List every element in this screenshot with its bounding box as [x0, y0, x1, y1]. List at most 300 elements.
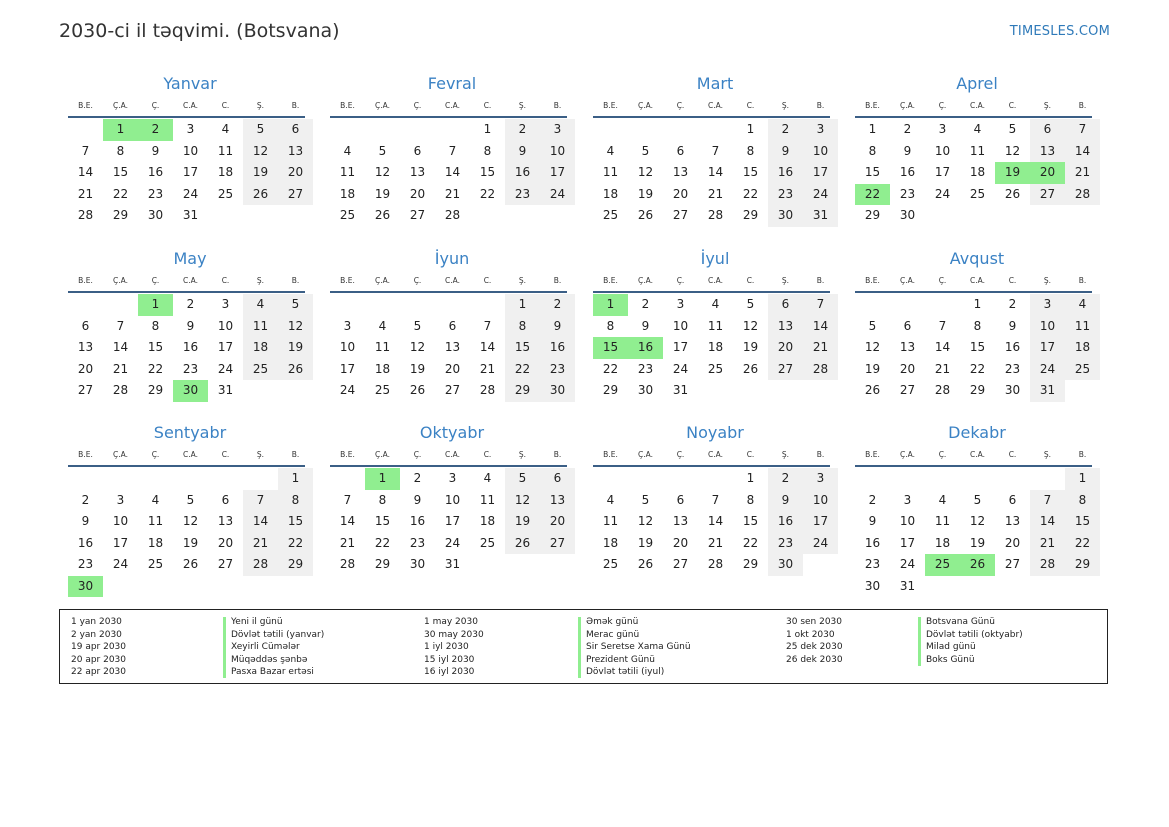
- weekday-header: [68, 99, 313, 113]
- day-cell: 4: [378, 318, 387, 333]
- month-block: [847, 73, 1092, 248]
- weekday-label: B.: [1078, 450, 1087, 459]
- day-cell: 10: [112, 514, 129, 528]
- day-cell: 18: [602, 186, 619, 201]
- day-cell: 16: [540, 337, 575, 359]
- day-cell: 3: [448, 471, 457, 485]
- day-cell: 12: [969, 514, 986, 528]
- day-cell: 27: [1004, 557, 1021, 571]
- day-cell: 9: [768, 141, 803, 163]
- day-cell: 26: [374, 208, 391, 222]
- day-cell: 13: [77, 340, 94, 354]
- day-cell: 23: [77, 557, 94, 571]
- holiday-name: Merac günü: [586, 629, 640, 640]
- holiday-day-cell: 20: [1030, 162, 1065, 184]
- weekday-header: [593, 99, 838, 113]
- holiday-day-cell: 30: [68, 576, 103, 598]
- day-cell: 11: [147, 514, 164, 528]
- day-cell: 5: [641, 492, 650, 507]
- day-cell: 18: [217, 165, 234, 179]
- day-cell: 9: [81, 514, 90, 528]
- day-cell: 6: [1008, 492, 1017, 507]
- day-cell: 18: [934, 535, 951, 550]
- weekday-label: Ş.: [781, 450, 790, 459]
- day-cell: 2: [768, 468, 803, 490]
- day-cell: 9: [903, 143, 912, 158]
- weekday-label: B.: [291, 450, 300, 459]
- day-cell: 18: [1065, 337, 1100, 359]
- day-cell: 2: [186, 297, 195, 311]
- weekday-label: C.A.: [444, 276, 460, 285]
- day-cell: 27: [409, 208, 426, 222]
- day-cell: 19: [969, 535, 986, 550]
- day-cell: 18: [602, 535, 619, 550]
- holiday-names-col-3: [926, 616, 1023, 666]
- holiday-name: Prezident Günü: [586, 654, 655, 665]
- day-cell: 25: [339, 208, 356, 222]
- holiday-dates-col-1: [71, 616, 126, 679]
- day-cell: 19: [637, 535, 654, 550]
- holiday-name: Boks Günü: [926, 654, 975, 665]
- day-cell: 19: [374, 186, 391, 201]
- holiday-day-cell: 2: [138, 119, 173, 141]
- day-cell: 19: [637, 186, 654, 201]
- weekday-label: C.A.: [182, 450, 198, 459]
- day-cell: 21: [707, 186, 724, 201]
- month-name: Mart: [696, 74, 734, 93]
- weekday-label: B.: [816, 450, 825, 459]
- day-cell: 13: [1030, 141, 1065, 163]
- day-cell: 9: [186, 318, 195, 333]
- day-cell: 3: [676, 297, 685, 311]
- day-cell: 15: [742, 165, 759, 179]
- day-cell: 4: [1065, 294, 1100, 316]
- day-cell: 18: [374, 361, 391, 376]
- day-cell: 16: [864, 535, 881, 550]
- weekday-label: Ç.A.: [112, 450, 128, 459]
- day-cell: 27: [444, 383, 461, 397]
- day-cell: 2: [505, 119, 540, 141]
- weekday-label: C.A.: [707, 450, 723, 459]
- day-cell: 28: [339, 557, 356, 571]
- day-cell: 6: [676, 143, 685, 158]
- day-cell: 6: [768, 294, 803, 316]
- day-cell: 28: [707, 557, 724, 571]
- weekday-label: Ç.A.: [899, 276, 915, 285]
- weekday-label: Ş.: [518, 101, 527, 110]
- holiday-day-cell: 26: [960, 554, 995, 576]
- holiday-date: 1 yan 2030: [71, 617, 122, 627]
- holiday-date: 30 sen 2030: [786, 617, 843, 627]
- day-cell: 27: [77, 383, 94, 397]
- weekday-label: C.A.: [182, 276, 198, 285]
- day-cell: 16: [899, 165, 916, 179]
- day-cell: 29: [1065, 554, 1100, 576]
- day-cell: 12: [182, 514, 199, 528]
- holiday-names-col-1: [231, 616, 324, 679]
- day-cell: 25: [969, 186, 986, 201]
- weekday-label: Ç.A.: [899, 450, 915, 459]
- day-cell: 11: [217, 143, 234, 158]
- weekday-header: [68, 274, 313, 288]
- day-cell: 23: [147, 186, 164, 201]
- day-cell: 14: [77, 165, 94, 179]
- day-cell: 26: [505, 533, 540, 555]
- holiday-name: Əmək günü: [586, 617, 639, 627]
- day-cell: 17: [1030, 337, 1065, 359]
- day-cell: 20: [672, 535, 689, 550]
- site-link[interactable]: TIMESLES.COM: [1009, 24, 1110, 39]
- weekday-label: Ç.: [676, 276, 685, 285]
- holiday-date: 26 dek 2030: [786, 654, 843, 665]
- page-title: 2030-ci il təqvimi. (Botsvana): [59, 20, 340, 42]
- day-cell: 8: [746, 143, 755, 158]
- day-cell: 19: [864, 361, 881, 376]
- weekday-label: B.: [816, 276, 825, 285]
- day-cell: 17: [182, 165, 199, 179]
- day-cell: 7: [803, 294, 838, 316]
- day-cell: 30: [540, 380, 575, 402]
- holiday-day-cell: 19: [995, 162, 1030, 184]
- day-cell: 19: [243, 162, 278, 184]
- day-cell: 18: [479, 514, 496, 528]
- day-cell: 23: [768, 184, 803, 206]
- day-cell: 28: [707, 208, 724, 222]
- day-cell: 5: [243, 119, 278, 141]
- day-cell: 2: [1008, 297, 1017, 311]
- weekday-header: [330, 274, 575, 288]
- day-cell: 29: [147, 383, 164, 397]
- day-cell: 13: [1004, 514, 1021, 528]
- month-block: [847, 248, 1092, 423]
- day-cell: 4: [483, 471, 492, 485]
- month-name: Oktyabr: [419, 423, 485, 442]
- weekday-label: C.: [1008, 276, 1017, 285]
- day-cell: 9: [868, 514, 877, 528]
- day-cell: 7: [243, 490, 278, 512]
- day-cell: 14: [339, 514, 356, 528]
- day-cell: 31: [1030, 380, 1065, 402]
- day-cell: 26: [182, 557, 199, 571]
- day-cell: 14: [803, 316, 838, 338]
- holiday-day-cell: 25: [925, 554, 960, 576]
- day-cell: 28: [1030, 554, 1065, 576]
- day-cell: 8: [746, 492, 755, 507]
- month-block: [585, 248, 830, 423]
- holiday-date: 2 yan 2030: [71, 629, 122, 640]
- day-cell: 28: [77, 208, 94, 222]
- day-cell: 5: [641, 143, 650, 158]
- holiday-name: Yeni il günü: [231, 617, 283, 627]
- day-cell: 22: [742, 186, 759, 201]
- header-rule: [330, 291, 567, 293]
- day-cell: 8: [116, 143, 125, 158]
- day-cell: 17: [803, 511, 838, 533]
- day-cell: 26: [1004, 186, 1021, 201]
- day-cell: 11: [602, 514, 619, 528]
- day-cell: 22: [374, 535, 391, 550]
- day-cell: 17: [803, 162, 838, 184]
- holiday-date: 1 okt 2030: [786, 629, 835, 640]
- day-cell: 21: [444, 186, 461, 201]
- day-cell: 6: [221, 492, 230, 507]
- day-cell: 30: [409, 557, 426, 571]
- holiday-dates-col-2: [424, 616, 484, 679]
- day-cell: 22: [147, 361, 164, 376]
- day-cell: 31: [217, 383, 234, 397]
- day-cell: 7: [938, 318, 947, 333]
- day-cell: 10: [1030, 316, 1065, 338]
- day-cell: 24: [540, 184, 575, 206]
- day-cell: 1: [483, 122, 492, 136]
- day-cell: 3: [186, 122, 195, 136]
- day-cell: 5: [505, 468, 540, 490]
- day-cell: 16: [147, 165, 164, 179]
- day-cell: 9: [641, 318, 650, 333]
- day-cell: 3: [343, 318, 352, 333]
- day-cell: 7: [1065, 119, 1100, 141]
- day-cell: 16: [182, 340, 199, 354]
- holiday-day-cell: 16: [628, 337, 663, 359]
- weekday-label: Ş.: [1043, 101, 1052, 110]
- weekday-label: C.A.: [444, 101, 460, 110]
- holiday-date: 1 may 2030: [424, 617, 478, 627]
- weekday-label: Ş.: [518, 276, 527, 285]
- day-cell: 13: [899, 340, 916, 354]
- day-cell: 25: [243, 359, 278, 381]
- day-cell: 29: [374, 557, 391, 571]
- day-cell: 12: [742, 318, 759, 333]
- day-cell: 24: [899, 557, 916, 571]
- day-cell: 10: [803, 141, 838, 163]
- day-cell: 23: [409, 535, 426, 550]
- month-name: İyun: [434, 249, 470, 268]
- weekday-label: B.: [291, 276, 300, 285]
- day-cell: 14: [1030, 511, 1065, 533]
- day-cell: 29: [864, 208, 881, 222]
- day-cell: 26: [864, 383, 881, 397]
- weekday-label: B.: [1078, 276, 1087, 285]
- weekday-label: Ç.: [413, 450, 422, 459]
- holiday-marker-bar: [578, 617, 581, 678]
- weekday-label: C.A.: [707, 276, 723, 285]
- day-cell: 15: [505, 337, 540, 359]
- day-cell: 28: [803, 359, 838, 381]
- day-cell: 3: [903, 492, 912, 507]
- day-cell: 5: [973, 492, 982, 507]
- header-rule: [855, 291, 1092, 293]
- day-cell: 3: [938, 122, 947, 136]
- month-block: [322, 73, 567, 248]
- day-cell: 14: [1065, 141, 1100, 163]
- day-cell: 3: [221, 297, 230, 311]
- day-cell: 16: [1004, 340, 1021, 354]
- day-cell: 9: [540, 316, 575, 338]
- day-cell: 29: [742, 557, 759, 571]
- day-cell: 21: [339, 535, 356, 550]
- day-cell: 5: [413, 318, 422, 333]
- day-cell: 20: [1004, 535, 1021, 550]
- holiday-name: Pasxa Bazar ertəsi: [231, 667, 314, 678]
- day-cell: 30: [768, 205, 803, 227]
- day-cell: 18: [147, 535, 164, 550]
- day-cell: 5: [868, 318, 877, 333]
- day-cell: 25: [217, 186, 234, 201]
- day-cell: 30: [147, 208, 164, 222]
- weekday-label: Ç.: [413, 276, 422, 285]
- day-cell: 24: [339, 383, 356, 397]
- day-cell: 3: [116, 492, 125, 507]
- day-cell: 14: [479, 340, 496, 354]
- day-cell: 28: [479, 383, 496, 397]
- holiday-dates-col-3: [786, 616, 843, 666]
- header-rule: [593, 116, 830, 118]
- weekday-label: C.: [483, 276, 492, 285]
- day-cell: 8: [378, 492, 387, 507]
- holiday-list: [59, 609, 1108, 684]
- header-rule: [68, 465, 305, 467]
- day-cell: 23: [505, 184, 540, 206]
- day-cell: 17: [339, 361, 356, 376]
- day-cell: 13: [217, 514, 234, 528]
- day-cell: 23: [637, 361, 654, 376]
- day-cell: 12: [505, 490, 540, 512]
- day-cell: 14: [243, 511, 278, 533]
- weekday-label: Ç.A.: [637, 450, 653, 459]
- weekday-label: C.: [483, 101, 492, 110]
- weekday-header: [855, 99, 1100, 113]
- day-cell: 3: [803, 468, 838, 490]
- weekday-label: Ç.: [938, 450, 947, 459]
- weekday-label: B.E.: [340, 276, 355, 285]
- day-cell: 24: [672, 361, 689, 376]
- weekday-label: C.: [746, 101, 755, 110]
- header-rule: [330, 116, 567, 118]
- day-cell: 16: [77, 535, 94, 550]
- weekday-label: C.A.: [707, 101, 723, 110]
- day-cell: 8: [973, 318, 982, 333]
- day-cell: 4: [938, 492, 947, 507]
- day-cell: 1: [746, 471, 755, 485]
- holiday-name: Botsvana Günü: [926, 617, 995, 627]
- day-cell: 28: [112, 383, 129, 397]
- day-cell: 12: [243, 141, 278, 163]
- weekday-label: C.: [221, 101, 230, 110]
- holiday-name: Dövlət tətili (iyul): [586, 667, 665, 678]
- day-cell: 13: [278, 141, 313, 163]
- day-cell: 12: [374, 165, 391, 179]
- day-cell: 2: [641, 297, 650, 311]
- day-cell: 21: [112, 361, 129, 376]
- month-name: Yanvar: [163, 74, 217, 93]
- day-cell: 5: [278, 294, 313, 316]
- day-cell: 7: [711, 143, 720, 158]
- weekday-label: C.: [746, 450, 755, 459]
- day-cell: 10: [217, 318, 234, 333]
- weekday-label: Ş.: [781, 101, 790, 110]
- day-cell: 4: [606, 492, 615, 507]
- month-block: [585, 422, 830, 597]
- day-cell: 19: [182, 535, 199, 550]
- day-cell: 23: [540, 359, 575, 381]
- day-cell: 19: [409, 361, 426, 376]
- day-cell: 29: [602, 383, 619, 397]
- day-cell: 24: [934, 186, 951, 201]
- day-cell: 20: [672, 186, 689, 201]
- day-cell: 24: [112, 557, 129, 571]
- weekday-label: C.: [1008, 450, 1017, 459]
- day-cell: 8: [1065, 490, 1100, 512]
- weekday-label: C.: [221, 276, 230, 285]
- day-cell: 12: [637, 165, 654, 179]
- weekday-label: Ç.A.: [374, 101, 390, 110]
- day-cell: 14: [444, 165, 461, 179]
- day-cell: 24: [444, 535, 461, 550]
- day-cell: 11: [934, 514, 951, 528]
- weekday-label: Ş.: [1043, 276, 1052, 285]
- day-cell: 21: [1030, 533, 1065, 555]
- month-name: İyul: [700, 249, 730, 268]
- day-cell: 11: [969, 143, 986, 158]
- weekday-label: B.E.: [603, 450, 618, 459]
- month-block: [322, 422, 567, 597]
- weekday-label: B.: [816, 101, 825, 110]
- weekday-label: B.E.: [340, 450, 355, 459]
- weekday-header: [855, 274, 1100, 288]
- header-rule: [593, 291, 830, 293]
- day-cell: 19: [505, 511, 540, 533]
- day-cell: 24: [803, 533, 838, 555]
- day-cell: 18: [969, 165, 986, 179]
- day-cell: 29: [969, 383, 986, 397]
- day-cell: 9: [768, 490, 803, 512]
- day-cell: 24: [1030, 359, 1065, 381]
- day-cell: 25: [1065, 359, 1100, 381]
- weekday-label: Ç.: [938, 276, 947, 285]
- day-cell: 27: [672, 208, 689, 222]
- weekday-header: [855, 448, 1100, 462]
- day-cell: 27: [768, 359, 803, 381]
- day-cell: 27: [672, 557, 689, 571]
- day-cell: 21: [1065, 162, 1100, 184]
- day-cell: 4: [151, 492, 160, 507]
- day-cell: 7: [448, 143, 457, 158]
- day-cell: 11: [602, 165, 619, 179]
- weekday-label: Ş.: [1043, 450, 1052, 459]
- day-cell: 6: [278, 119, 313, 141]
- weekday-label: B.: [553, 450, 562, 459]
- day-cell: 8: [606, 318, 615, 333]
- day-cell: 24: [217, 361, 234, 376]
- day-cell: 2: [413, 471, 422, 485]
- holiday-day-cell: 30: [173, 380, 208, 402]
- day-cell: 12: [278, 316, 313, 338]
- holiday-marker-bar: [918, 617, 921, 666]
- day-cell: 10: [182, 143, 199, 158]
- month-block: [585, 73, 830, 248]
- day-cell: 6: [81, 318, 90, 333]
- holiday-day-cell: 15: [593, 337, 628, 359]
- weekday-label: B.E.: [865, 101, 880, 110]
- holiday-date: 30 may 2030: [424, 629, 484, 640]
- weekday-label: Ş.: [256, 276, 265, 285]
- day-cell: 19: [742, 340, 759, 354]
- day-cell: 17: [899, 535, 916, 550]
- day-cell: 30: [899, 208, 916, 222]
- header-rule: [855, 465, 1092, 467]
- day-cell: 7: [483, 318, 492, 333]
- day-cell: 9: [1008, 318, 1017, 333]
